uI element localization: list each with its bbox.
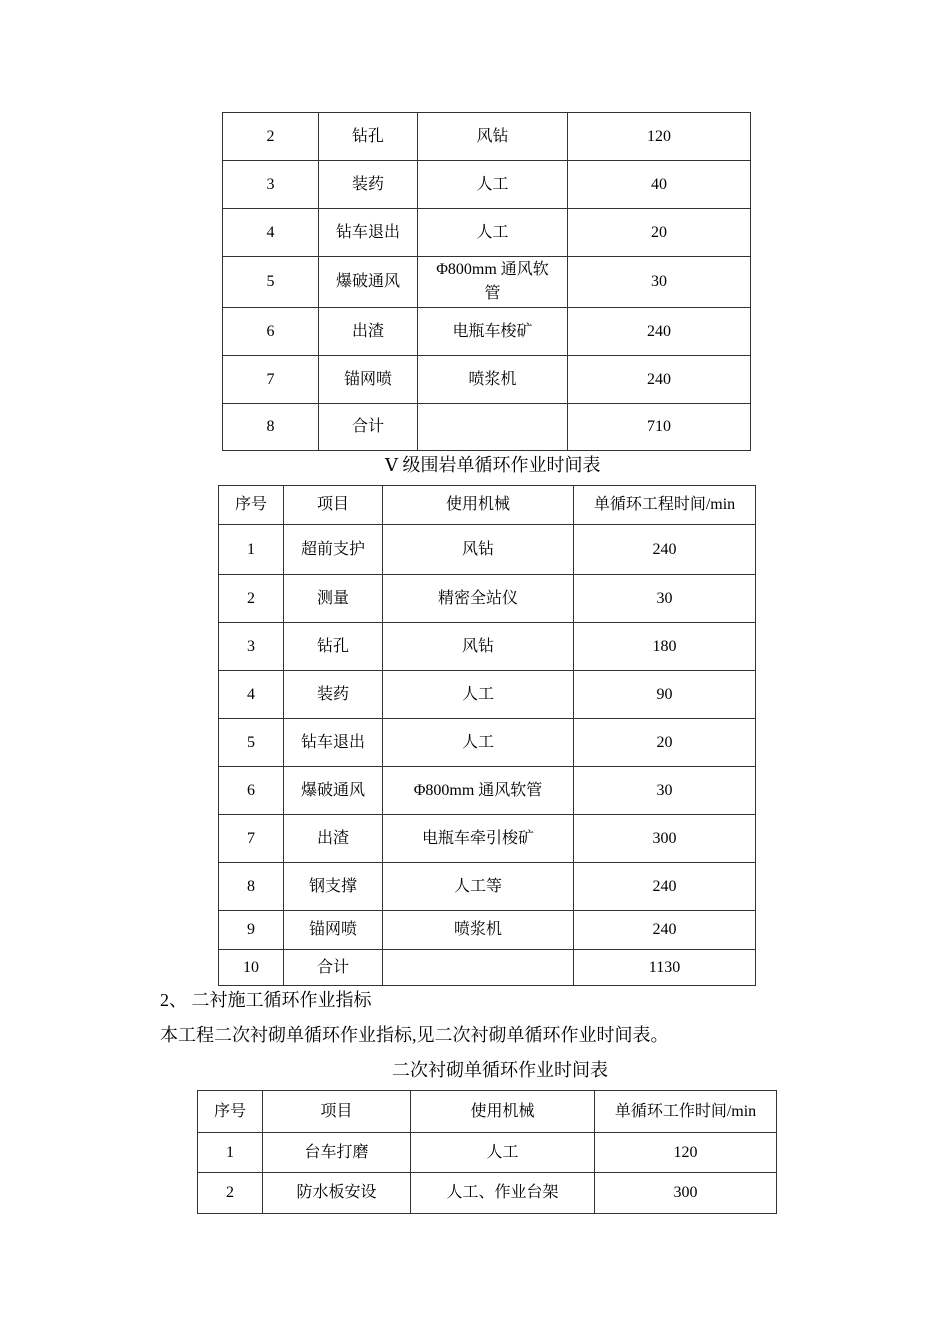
cell-item: 钻孔 xyxy=(319,113,418,161)
cell-machine: 风钻 xyxy=(383,623,574,671)
cell-index: 2 xyxy=(198,1173,263,1214)
table-row-total xyxy=(219,950,756,986)
table-row xyxy=(223,356,751,404)
cell-time: 240 xyxy=(574,863,756,911)
table-row xyxy=(219,575,756,623)
cell-index: 5 xyxy=(219,719,284,767)
header-item: 项目 xyxy=(263,1091,411,1133)
header-time: 单循环工程时间/min xyxy=(574,486,756,525)
table-header-row xyxy=(219,486,756,525)
cell-index: 1 xyxy=(198,1133,263,1173)
cell-index: 4 xyxy=(223,209,319,257)
section-heading: 2、 二衬施工循环作业指标 xyxy=(160,990,372,1010)
cell-index: 10 xyxy=(219,950,284,986)
cell-machine: 人工、作业台架 xyxy=(411,1173,595,1214)
table-caption-secondary-lining: 二次衬砌单循环作业时间表 xyxy=(392,1060,608,1080)
table-rock-grade-iv-continued xyxy=(222,112,751,451)
cell-item: 超前支护 xyxy=(284,525,383,575)
cell-machine: 喷浆机 xyxy=(418,356,568,404)
cell-index: 6 xyxy=(223,308,319,356)
cell-machine xyxy=(418,404,568,451)
cell-time: 300 xyxy=(595,1173,777,1214)
table-header-row xyxy=(198,1091,777,1133)
cell-time: 240 xyxy=(568,356,751,404)
section-paragraph: 本工程二次衬砌单循环作业指标,见二次衬砌单循环作业时间表。 xyxy=(160,1025,669,1045)
header-index: 序号 xyxy=(198,1091,263,1133)
header-machine: 使用机械 xyxy=(383,486,574,525)
cell-time: 240 xyxy=(574,911,756,950)
cell-item: 锚网喷 xyxy=(284,911,383,950)
table-row xyxy=(223,209,751,257)
cell-index: 5 xyxy=(223,257,319,308)
cell-time: 120 xyxy=(568,113,751,161)
cell-item: 合计 xyxy=(319,404,418,451)
cell-machine: 电瓶车牵引梭矿 xyxy=(383,815,574,863)
table-row xyxy=(223,308,751,356)
table-row xyxy=(219,767,756,815)
table-row xyxy=(219,863,756,911)
cell-machine: 人工 xyxy=(418,209,568,257)
cell-machine: 风钻 xyxy=(383,525,574,575)
cell-time: 180 xyxy=(574,623,756,671)
table-caption-grade-v: Ⅴ 级围岩单循环作业时间表 xyxy=(385,455,601,475)
cell-item: 台车打磨 xyxy=(263,1133,411,1173)
cell-machine: Φ800mm 通风软管 xyxy=(418,257,568,308)
cell-time: 300 xyxy=(574,815,756,863)
cell-machine: 人工 xyxy=(383,671,574,719)
cell-item: 锚网喷 xyxy=(319,356,418,404)
cell-machine: 人工等 xyxy=(383,863,574,911)
cell-item: 钻孔 xyxy=(284,623,383,671)
cell-time: 710 xyxy=(568,404,751,451)
header-machine: 使用机械 xyxy=(411,1091,595,1133)
cell-index: 9 xyxy=(219,911,284,950)
cell-machine xyxy=(383,950,574,986)
cell-item: 钻车退出 xyxy=(284,719,383,767)
cell-machine: 风钻 xyxy=(418,113,568,161)
cell-item: 防水板安设 xyxy=(263,1173,411,1214)
cell-machine: 人工 xyxy=(411,1133,595,1173)
cell-item: 钢支撑 xyxy=(284,863,383,911)
table-row xyxy=(219,719,756,767)
cell-time: 40 xyxy=(568,161,751,209)
cell-index: 1 xyxy=(219,525,284,575)
cell-index: 6 xyxy=(219,767,284,815)
cell-machine: 电瓶车梭矿 xyxy=(418,308,568,356)
table-row xyxy=(223,161,751,209)
cell-item: 钻车退出 xyxy=(319,209,418,257)
cell-time: 30 xyxy=(568,257,751,308)
cell-time: 90 xyxy=(574,671,756,719)
cell-index: 3 xyxy=(219,623,284,671)
cell-time: 240 xyxy=(574,525,756,575)
cell-item: 出渣 xyxy=(284,815,383,863)
table-row xyxy=(223,113,751,161)
cell-item: 装药 xyxy=(319,161,418,209)
cell-index: 8 xyxy=(219,863,284,911)
table-rock-grade-v xyxy=(218,485,756,986)
cell-index: 3 xyxy=(223,161,319,209)
header-item: 项目 xyxy=(284,486,383,525)
cell-index: 8 xyxy=(223,404,319,451)
header-index: 序号 xyxy=(219,486,284,525)
table-row xyxy=(219,911,756,950)
cell-time: 20 xyxy=(574,719,756,767)
table-row-total xyxy=(223,404,751,451)
cell-time: 240 xyxy=(568,308,751,356)
cell-item: 出渣 xyxy=(319,308,418,356)
cell-index: 2 xyxy=(219,575,284,623)
cell-item: 测量 xyxy=(284,575,383,623)
cell-machine: 喷浆机 xyxy=(383,911,574,950)
cell-index: 4 xyxy=(219,671,284,719)
cell-time: 120 xyxy=(595,1133,777,1173)
table-row xyxy=(223,257,751,308)
cell-item: 合计 xyxy=(284,950,383,986)
cell-item: 装药 xyxy=(284,671,383,719)
cell-index: 7 xyxy=(223,356,319,404)
cell-time: 20 xyxy=(568,209,751,257)
table-row xyxy=(219,671,756,719)
cell-time: 1130 xyxy=(574,950,756,986)
cell-machine: 精密全站仪 xyxy=(383,575,574,623)
cell-index: 7 xyxy=(219,815,284,863)
cell-index: 2 xyxy=(223,113,319,161)
cell-item: 爆破通风 xyxy=(284,767,383,815)
cell-time: 30 xyxy=(574,575,756,623)
cell-machine: 人工 xyxy=(418,161,568,209)
table-row xyxy=(198,1173,777,1214)
table-row xyxy=(198,1133,777,1173)
cell-machine: 人工 xyxy=(383,719,574,767)
table-row xyxy=(219,525,756,575)
table-secondary-lining xyxy=(197,1090,777,1214)
table-row xyxy=(219,623,756,671)
cell-machine: Φ800mm 通风软管 xyxy=(383,767,574,815)
header-time: 单循环工作时间/min xyxy=(595,1091,777,1133)
cell-item: 爆破通风 xyxy=(319,257,418,308)
table-row xyxy=(219,815,756,863)
cell-time: 30 xyxy=(574,767,756,815)
